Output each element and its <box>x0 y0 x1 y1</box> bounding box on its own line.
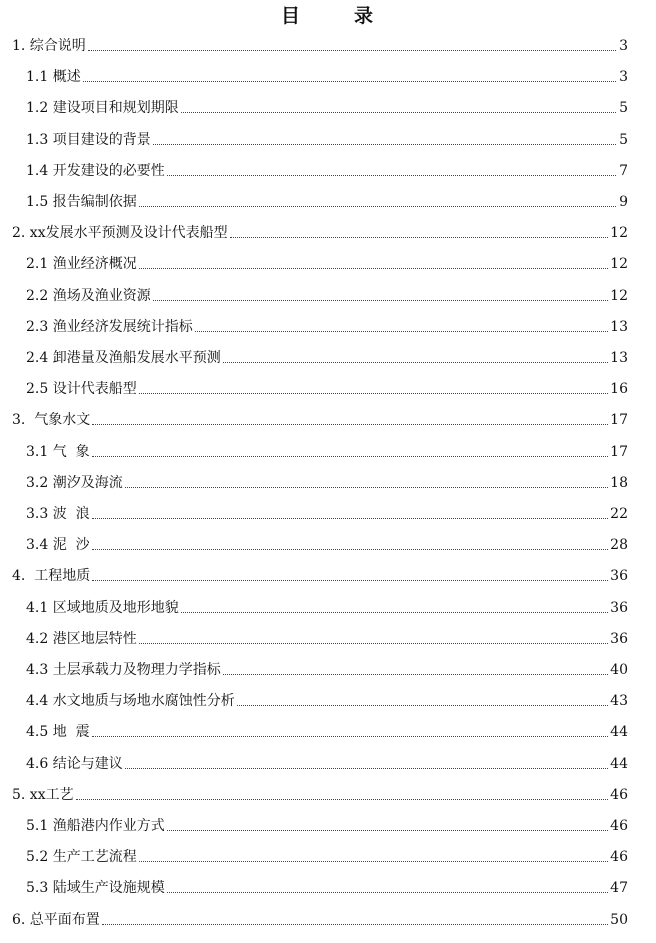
toc-leader-dots <box>167 174 616 176</box>
toc-leader-dots <box>167 829 608 831</box>
toc-entry-page: 46 <box>610 849 628 866</box>
toc-entry-label: 4.1 区域地质及地形地貌 <box>26 599 179 616</box>
toc-leader-dots <box>167 891 608 893</box>
toc-entry[interactable] <box>26 63 628 85</box>
toc-entry-label: 1. 综合说明 <box>12 38 86 54</box>
toc-entry-label: 3.3 波 浪 <box>26 506 90 522</box>
toc-entry-label: 3.1 气 象 <box>26 443 90 460</box>
page-title <box>0 0 656 28</box>
toc-entry-page: 46 <box>610 818 628 834</box>
toc-leader-dots <box>139 392 608 394</box>
toc-leader-dots <box>92 423 608 425</box>
toc-entry-page: 43 <box>610 693 628 710</box>
toc-leader-dots <box>181 611 608 613</box>
toc-entry[interactable] <box>12 562 628 584</box>
toc-entry-page: 50 <box>610 911 628 928</box>
toc-entry-page: 9 <box>619 194 628 210</box>
toc-entry-page: 17 <box>610 443 628 460</box>
toc-entry[interactable] <box>26 282 628 304</box>
toc-entry-label: 2.2 渔场及渔业资源 <box>26 287 151 304</box>
toc-leader-dots <box>92 735 609 737</box>
toc-leader-dots <box>92 517 609 519</box>
toc-leader-dots <box>153 299 608 301</box>
toc-entry-label: 2.5 设计代表船型 <box>26 381 137 398</box>
toc-leader-dots <box>230 236 609 238</box>
toc-entry-label: 4.2 港区地层特性 <box>26 630 137 647</box>
toc-leader-dots <box>102 923 608 925</box>
toc-entry-label: 4.4 水文地质与场地水腐蚀性分析 <box>26 693 235 710</box>
toc-leader-dots <box>237 704 608 706</box>
toc-leader-dots <box>181 111 616 113</box>
toc-leader-dots <box>223 673 608 675</box>
toc-entry[interactable] <box>12 219 628 241</box>
toc-entry-label: 5.2 生产工艺流程 <box>26 849 137 866</box>
toc-entry[interactable] <box>12 406 628 428</box>
toc-entry[interactable] <box>26 500 628 522</box>
toc-entry-label: 4.5 地 震 <box>26 724 90 741</box>
toc-entry-page: 40 <box>610 662 628 678</box>
toc-leader-dots <box>92 455 609 457</box>
toc-entry-page: 5 <box>619 131 628 148</box>
toc-entry-label: 1.5 报告编制依据 <box>26 194 137 210</box>
toc-entry[interactable] <box>26 718 628 740</box>
toc-entry[interactable] <box>26 625 628 647</box>
toc-leader-dots <box>139 205 616 207</box>
toc-entry[interactable] <box>26 656 628 678</box>
toc-leader-dots <box>125 486 608 488</box>
toc-entry[interactable] <box>12 906 628 928</box>
toc-entry[interactable] <box>26 157 628 179</box>
toc-entry-page: 12 <box>610 256 628 273</box>
toc-entry-page: 22 <box>610 506 628 522</box>
toc-entry-label: 3.4 泥 沙 <box>26 537 90 554</box>
toc-entry-page: 13 <box>610 318 628 335</box>
toc-entry-label: 6. 总平面布置 <box>12 911 100 928</box>
toc-entry-page: 16 <box>610 381 628 398</box>
toc-entry-label: 2.4 卸港量及渔船发展水平预测 <box>26 350 221 366</box>
toc-entry-page: 47 <box>610 880 628 897</box>
toc-leader-dots <box>223 361 608 363</box>
toc-entry-page: 44 <box>610 724 628 741</box>
toc-entry[interactable] <box>26 344 628 366</box>
toc-entry-label: 2.3 渔业经济发展统计指标 <box>26 318 193 335</box>
toc-leader-dots <box>88 49 616 51</box>
toc-entry-label: 3.2 潮汐及海流 <box>26 474 123 491</box>
toc-entry-label: 4. 工程地质 <box>12 568 91 585</box>
toc-leader-dots <box>139 860 608 862</box>
toc-leader-dots <box>153 143 616 145</box>
toc-entry[interactable] <box>26 313 628 335</box>
toc-entry[interactable] <box>26 874 628 896</box>
toc-entry-label: 4.3 土层承载力及物理力学指标 <box>26 662 221 678</box>
toc-entry-label: 1.1 概述 <box>26 69 81 86</box>
toc-entry-page: 13 <box>610 350 628 366</box>
toc-entry[interactable] <box>26 188 628 210</box>
toc-entry-label: 5. xx工艺 <box>12 786 74 803</box>
toc-entry-page: 28 <box>610 537 628 554</box>
toc-entry[interactable] <box>26 687 628 709</box>
toc-entry[interactable] <box>26 375 628 397</box>
toc-entry[interactable] <box>26 750 628 772</box>
toc-entry[interactable] <box>26 594 628 616</box>
toc-entry-page: 3 <box>619 69 628 86</box>
title-left-char: 目 <box>280 4 302 27</box>
toc-entry-page: 12 <box>610 287 628 304</box>
toc-leader-dots <box>139 642 608 644</box>
toc-entry[interactable] <box>26 812 628 834</box>
toc-entry-label: 3. 气象水文 <box>12 412 91 429</box>
toc-entry[interactable] <box>26 126 628 148</box>
toc-entry-label: 5.1 渔船港内作业方式 <box>26 818 165 834</box>
toc-entry-label: 1.2 建设项目和规划期限 <box>26 100 179 117</box>
toc-leader-dots <box>92 548 609 550</box>
toc-leader-dots <box>92 579 608 581</box>
toc-entry-page: 5 <box>619 100 628 117</box>
toc-entry-page: 46 <box>610 786 628 803</box>
toc-entry-label: 1.3 项目建设的背景 <box>26 131 151 148</box>
toc-entry[interactable] <box>26 531 628 553</box>
toc-entry-page: 36 <box>610 630 628 647</box>
toc-entry-page: 36 <box>610 568 628 585</box>
toc-entry-page: 17 <box>610 412 628 429</box>
toc-entry-label: 2. xx发展水平预测及设计代表船型 <box>12 225 228 242</box>
toc-entry[interactable] <box>12 32 628 54</box>
toc-leader-dots <box>83 80 616 82</box>
toc-entry-page: 7 <box>619 162 628 179</box>
toc-leader-dots <box>76 798 609 800</box>
toc-entry[interactable] <box>26 438 628 460</box>
toc-leader-dots <box>125 767 608 769</box>
toc-entry-page: 12 <box>610 225 628 242</box>
toc-entry-page: 3 <box>619 38 628 54</box>
toc-entry[interactable] <box>12 781 628 803</box>
toc-leader-dots <box>139 267 608 269</box>
toc-entry-page: 44 <box>610 755 628 772</box>
toc-entry-label: 4.6 结论与建议 <box>26 755 123 772</box>
toc-entry[interactable] <box>26 469 628 491</box>
toc-entry-page: 36 <box>610 599 628 616</box>
toc-entry[interactable] <box>26 94 628 116</box>
toc-leader-dots <box>195 330 608 332</box>
toc-entry-page: 18 <box>610 474 628 491</box>
toc-entry-label: 1.4 开发建设的必要性 <box>26 162 165 179</box>
toc-entry-label: 2.1 渔业经济概况 <box>26 256 137 273</box>
title-right-char: 录 <box>354 4 376 27</box>
toc-entry-label: 5.3 陆域生产设施规模 <box>26 880 165 897</box>
toc-entry[interactable] <box>26 843 628 865</box>
toc-entry[interactable] <box>26 250 628 272</box>
